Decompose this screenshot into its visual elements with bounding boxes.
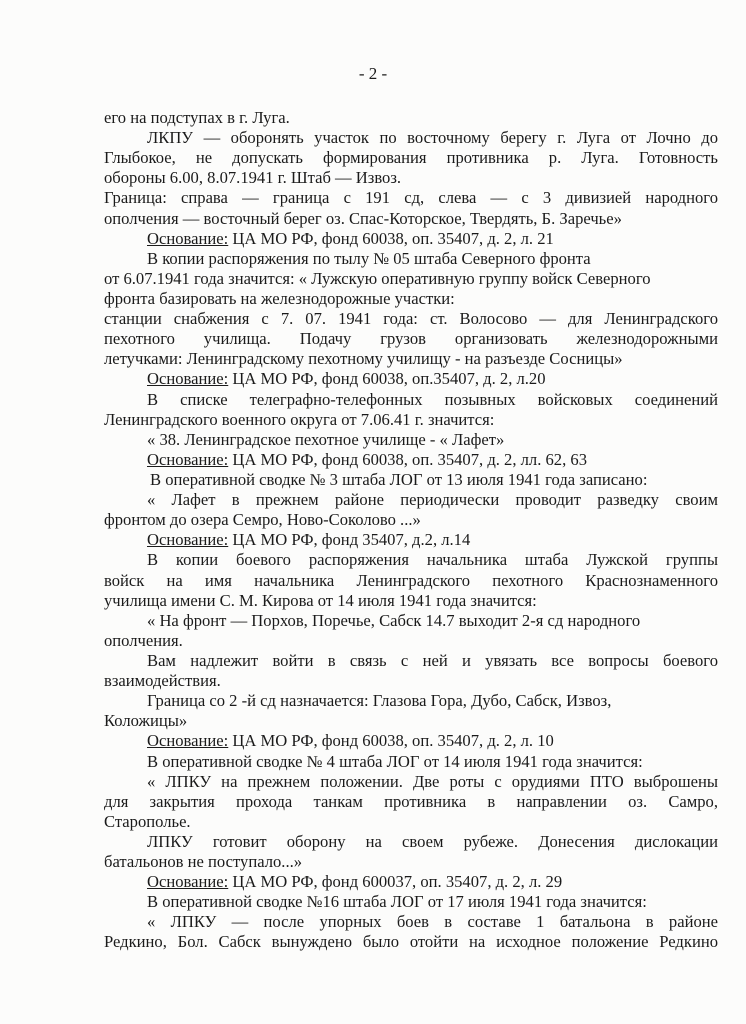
basis-reference: ЦА МО РФ, фонд 60038, оп.35407, д. 2, л.20 (232, 369, 546, 389)
basis-reference: ЦА МО РФ, фонд 35407, д.2, л.14 (232, 530, 471, 550)
basis-line (104, 530, 718, 550)
text-line: ополчения. (104, 630, 183, 650)
text-line: Глыбокое, не допускать формирования противника р. Луга. Готовность (104, 148, 718, 168)
text-line: « ЛПКУ — после упорных боев в составе 1 батальона в районе (147, 912, 718, 932)
text-line: пехотного училища. Подачу грузов организовать железнодорожными (104, 329, 718, 349)
text-line: ЛКПУ — оборонять участок по восточному берегу г. Луга от Лочно до (147, 128, 718, 148)
basis-label: Основание: (147, 449, 229, 469)
text-line: его на подступах в г. Луга. (104, 108, 290, 127)
text-line: « 38. Ленинградское пехотное училище - « Лафет» (147, 429, 505, 449)
text-line: Граница со 2 -й сд назначается: Глазова Гора, Дубо, Сабск, Извоз, (147, 691, 612, 711)
basis-label: Основание: (147, 872, 229, 892)
text-line: от 6.07.1941 года значится: « Лужскую оперативную группу войск Северного (104, 268, 651, 288)
basis-reference: ЦА МО РФ, фонд 60038, оп. 35407, д. 2, л. 10 (232, 731, 554, 751)
text-line: Старополье. (104, 811, 191, 831)
basis-label: Основание: (147, 530, 229, 550)
basis-reference: ЦА МО РФ, фонд 60038, оп. 35407, д. 2, л. 21 (232, 228, 554, 248)
text-line: Вам надлежит войти в связь с ней и увязать все вопросы боевого (147, 650, 718, 670)
text-line: обороны 6.00, 8.07.1941 г. Штаб — Извоз. (104, 168, 402, 188)
basis-label: Основание: (147, 369, 229, 389)
text-line: фронтом до озера Семро, Ново-Соколово ...» (104, 510, 421, 530)
text-line: училища имени С. М. Кирова от 14 июля 1941 года значится: (104, 590, 537, 610)
text-line: « На фронт — Порхов, Поречье, Сабск 14.7 выходит 2-я сд народного (147, 610, 641, 630)
text-line: Коложицы» (104, 711, 188, 731)
document-body (104, 108, 718, 953)
text-line: В оперативной сводке №16 штаба ЛОГ от 17 июля 1941 года значится: (147, 892, 647, 912)
basis-line (104, 731, 718, 751)
page-number: - 2 - (358, 64, 388, 83)
basis-label: Основание: (147, 731, 229, 751)
text-line: В копии боевого распоряжения начальника штаба Лужской группы (147, 550, 718, 570)
basis-line (104, 872, 718, 892)
text-line: Ленинградского военного округа от 7.06.41 г. значится: (104, 409, 495, 429)
text-line: для закрытия прохода танкам противника в направлении оз. Самро, (104, 791, 718, 811)
basis-line (104, 450, 718, 470)
text-line: В оперативной сводке № 3 штаба ЛОГ от 13 июля 1941 года записано: (150, 469, 648, 489)
text-line: Редкино, Бол. Сабск вынуждено было отойти на исходное положение Редкино (104, 932, 718, 952)
basis-reference: ЦА МО РФ, фонд 60038, оп. 35407, д. 2, лл. 62, 63 (232, 449, 587, 469)
text-line: ополчения — восточный берег оз. Спас-Которское, Твердять, Б. Заречье» (104, 208, 622, 228)
basis-label: Основание: (147, 228, 229, 248)
text-line: « Лафет в прежнем районе периодически проводит разведку своим (147, 490, 718, 510)
text-line: В списке телеграфно-телефонных позывных войсковых соединений (147, 389, 718, 409)
text-line: взаимодействия. (104, 671, 221, 691)
text-line: ЛПКУ готовит оборону на своем рубеже. Донесения дислокации (147, 831, 718, 851)
text-line: « ЛПКУ на прежнем положении. Две роты с орудиями ПТО выброшены (147, 771, 718, 791)
basis-line (104, 369, 718, 389)
text-line: Граница: справа — граница с 191 сд, слева — с 3 дивизией народного (104, 188, 718, 208)
text-line: В оперативной сводке № 4 штаба ЛОГ от 14 июля 1941 года значится: (147, 751, 643, 771)
text-line: батальонов не поступало...» (104, 852, 303, 872)
text-line: летучками: Ленинградскому пехотному училищу - на разъезде Сосницы» (104, 349, 623, 369)
text-line: фронта базировать на железнодорожные участки: (104, 288, 455, 308)
text-line: В копии распоряжения по тылу № 05 штаба Северного фронта (147, 248, 591, 268)
text-line: станции снабжения с 7. 07. 1941 года: ст. Волосово — для Ленинградского (104, 309, 718, 329)
text-line: войск на имя начальника Ленинградского пехотного Краснознаменного (104, 570, 718, 590)
basis-line (104, 229, 718, 249)
basis-reference: ЦА МО РФ, фонд 600037, оп. 35407, д. 2, л. 29 (232, 872, 563, 892)
